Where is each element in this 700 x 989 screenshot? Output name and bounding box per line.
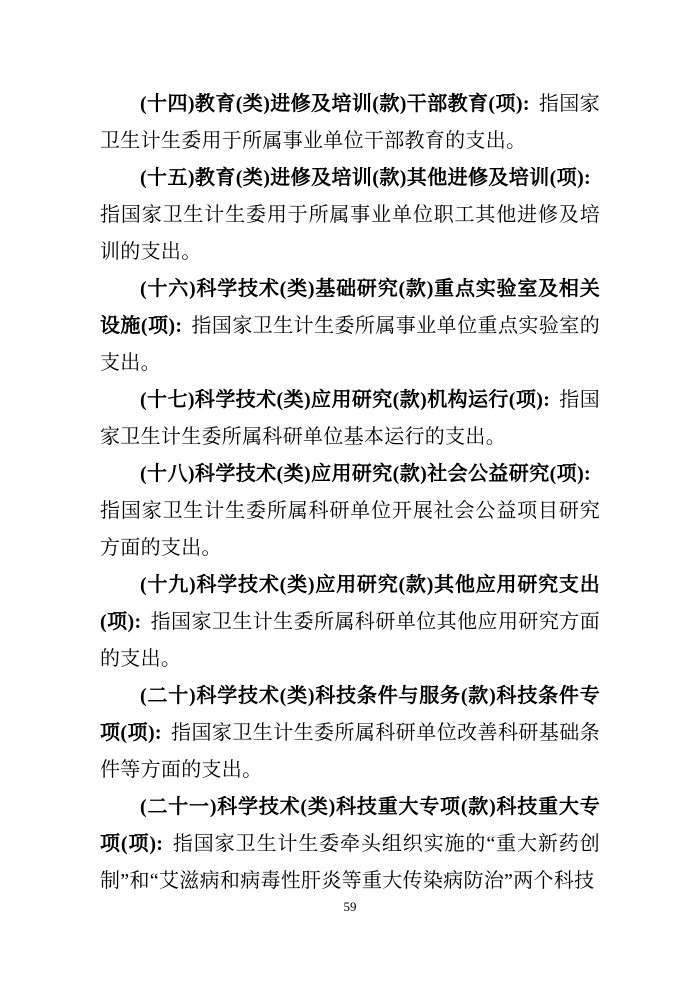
paragraph-lead: (十六)科学技术(类)基础研究(款)重点实验室及相关设施(项): <box>100 278 600 337</box>
page-number: 59 <box>343 899 357 914</box>
paragraph-body: 指国家卫生计生委所属科研单位基本运行的支出。 <box>100 389 600 448</box>
paragraph <box>100 456 600 567</box>
page-footer <box>0 898 700 916</box>
paragraph-lead: (十八)科学技术(类)应用研究(款)社会公益研究(项): <box>140 463 591 485</box>
paragraph-body: 指国家卫生计生委用于所属事业单位职工其他进修及培训的支出。 <box>100 204 600 263</box>
paragraph-lead: (十四)教育(类)进修及培训(款)干部教育(项): <box>140 93 530 115</box>
paragraph <box>100 160 600 271</box>
paragraph-body: 指国家卫生计生委所属科研单位改善科研基础条件等方面的支出。 <box>100 722 600 781</box>
paragraph-body: 指国家卫生计生委用于所属事业单位干部教育的支出。 <box>100 93 600 152</box>
paragraph-lead: (十九)科学技术(类)应用研究(款)其他应用研究支出(项): <box>100 574 600 633</box>
paragraph <box>100 789 600 900</box>
paragraph <box>100 271 600 382</box>
paragraph-lead: (二十)科学技术(类)科技条件与服务(款)科技条件专项(项): <box>100 685 600 744</box>
paragraph-body: 指国家卫生计生委牵头组织实施的“重大新药创制”和“艾滋病和病毒性肝炎等重大传染病防治”两个科技 <box>100 833 600 892</box>
paragraph-lead: (十五)教育(类)进修及培训(款)其他进修及培训(项): <box>140 167 591 189</box>
paragraph-body: 指国家卫生计生委所属科研单位其他应用研究方面的支出。 <box>100 611 600 670</box>
paragraph-body: 指国家卫生计生委所属事业单位重点实验室的支出。 <box>100 315 601 374</box>
document-content <box>100 86 600 900</box>
paragraph-lead: (十七)科学技术(类)应用研究(款)机构运行(项): <box>140 389 551 411</box>
paragraph <box>100 382 600 456</box>
paragraph <box>100 567 600 678</box>
paragraph <box>100 678 600 789</box>
paragraph-lead: (二十一)科学技术(类)科技重大专项(款)科技重大专项(项): <box>100 796 600 855</box>
paragraph <box>100 86 600 160</box>
paragraph-body: 指国家卫生计生委所属科研单位开展社会公益项目研究方面的支出。 <box>100 500 600 559</box>
